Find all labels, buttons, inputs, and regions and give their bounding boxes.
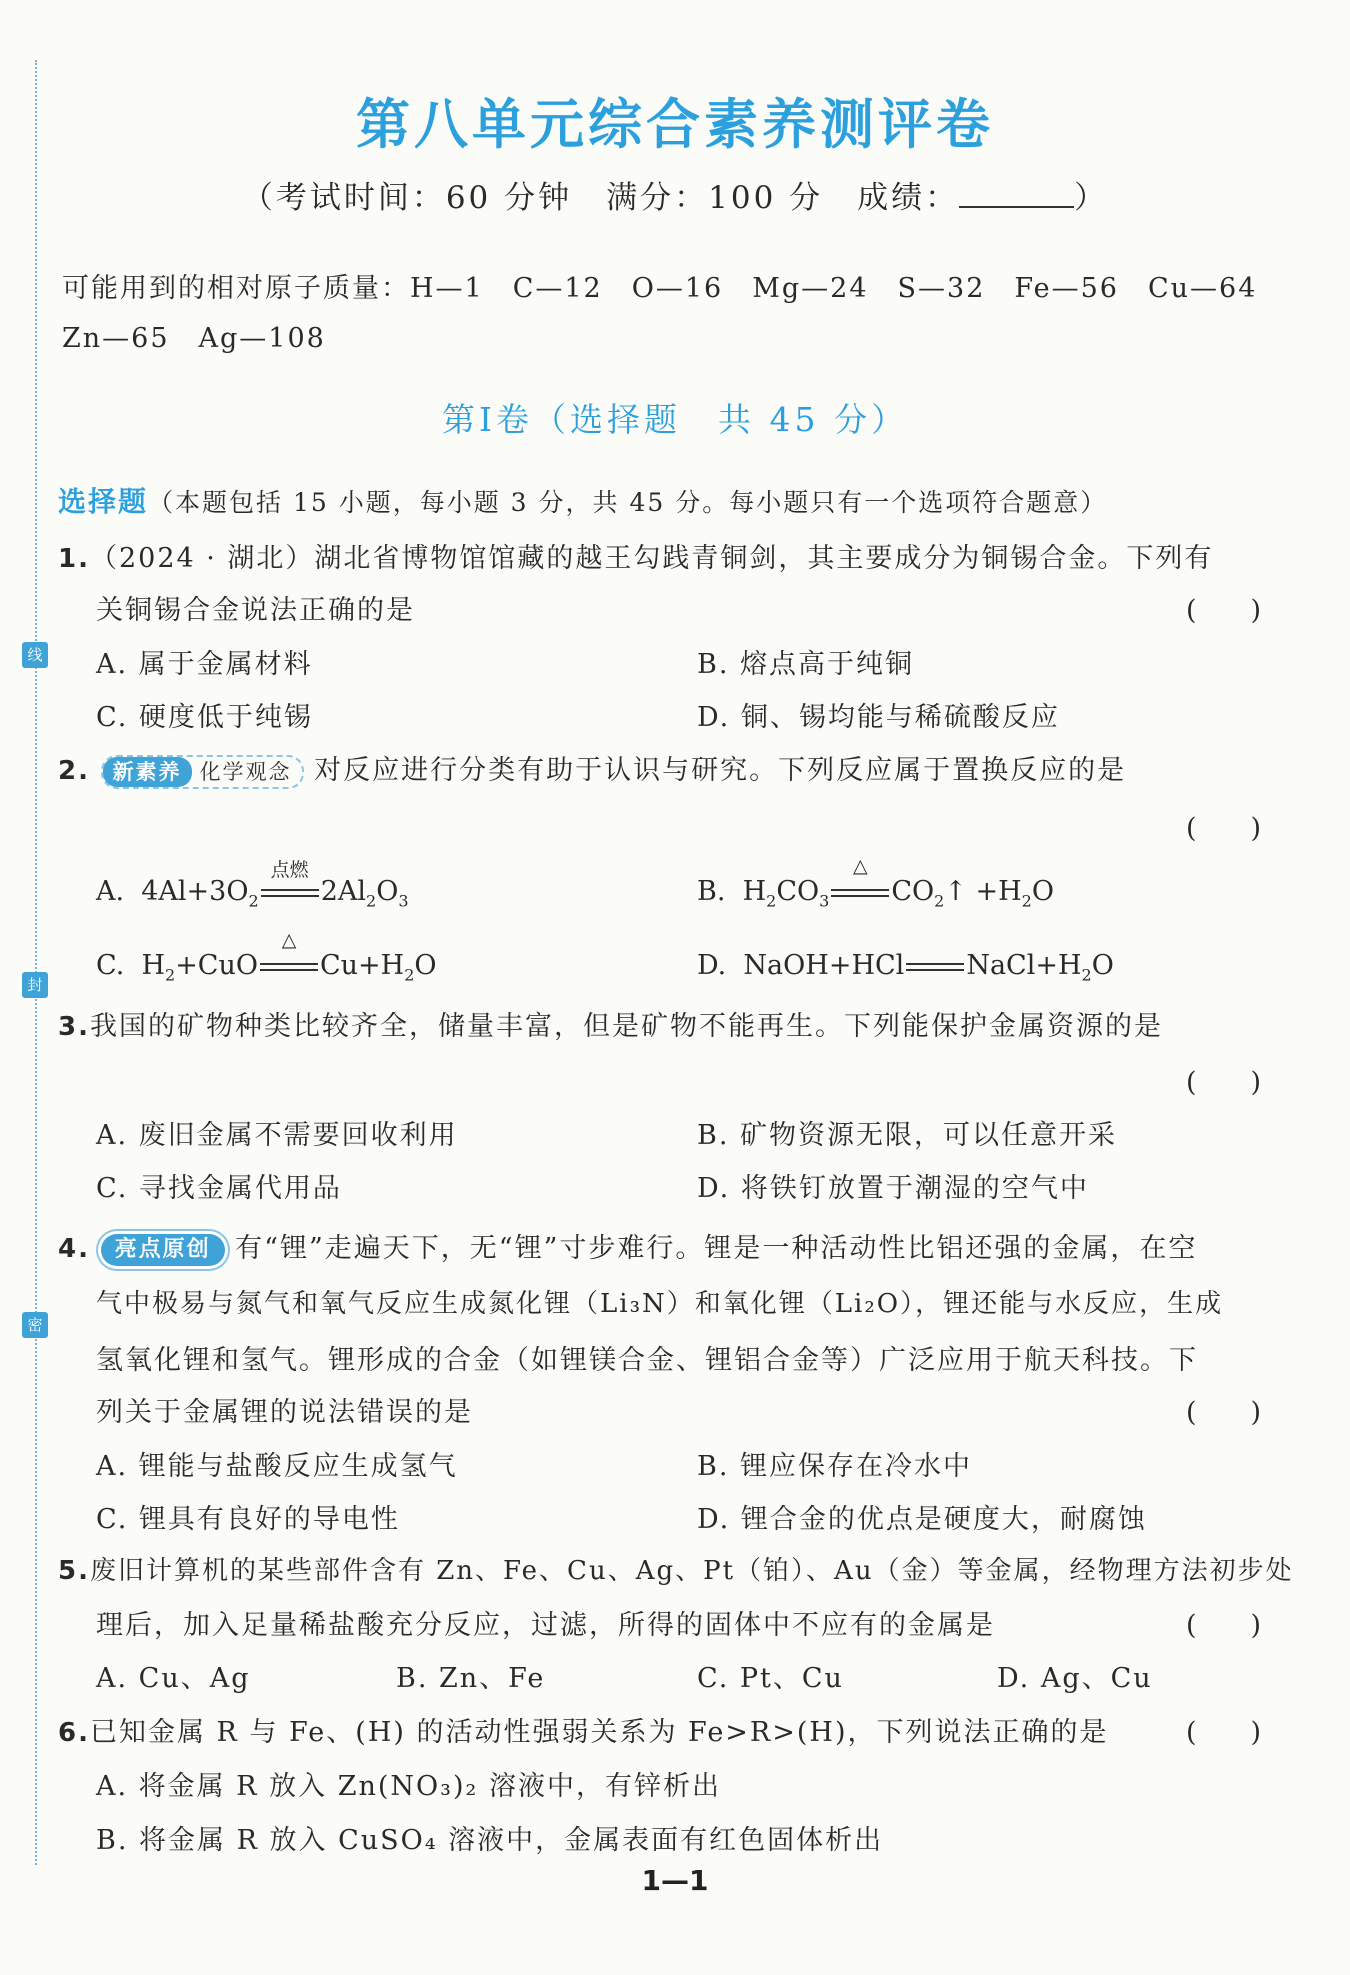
question-2-option-d: D. NaOH+HCl $NaCl+H_2O$ xyxy=(697,950,1114,985)
question-2-line-1 xyxy=(58,748,1126,789)
question-3-number: 3. xyxy=(58,1012,90,1042)
reaction-arrow-heat xyxy=(831,854,889,905)
question-3-option-c: C. 寻找金属代用品 xyxy=(96,1173,342,1204)
question-4-line-1 xyxy=(58,1226,1197,1266)
question-1-option-c: C. 硬度低于纯锡 xyxy=(96,702,313,733)
exam-info-close: ） xyxy=(1074,180,1109,216)
chem-concept-label: 化学观念 xyxy=(199,759,292,784)
section-label: 选择题 xyxy=(58,485,149,518)
question-5-option-b: B. Zn、Fe xyxy=(396,1663,546,1694)
question-2-option-b: B. $H_2CO_3$ △ $CO_2↑ +H_2O$ xyxy=(697,854,1054,911)
question-3-option-d: D. 将铁钉放置于潮湿的空气中 xyxy=(697,1173,1089,1204)
question-5-text-1: 废旧计算机的某些部件含有 Zn、Fe、Cu、Ag、Pt（铂）、Au（金）等金属，经物理方法初步处 xyxy=(89,1556,1294,1586)
new-literacy-tag xyxy=(101,755,304,789)
question-5-number: 5. xyxy=(58,1556,90,1586)
question-4-option-b: B. 锂应保存在冷水中 xyxy=(697,1451,973,1482)
original-highlight-tag: 亮点原创 xyxy=(101,1234,225,1266)
question-2-answer-bracket[interactable]: ( ) xyxy=(1186,813,1262,844)
question-2-number: 2. xyxy=(58,756,90,786)
question-6-number: 6. xyxy=(58,1718,90,1748)
question-5-line-1 xyxy=(58,1550,1294,1587)
new-literacy-pill: 新素养 xyxy=(103,757,192,787)
reaction-arrow-heat-2 xyxy=(260,928,318,979)
section-instruction-text: （本题包括 15 小题，每小题 3 分，共 45 分。每小题只有一个选项符合题意） xyxy=(148,488,1108,517)
question-4-option-a: A. 锂能与盐酸反应生成氢气 xyxy=(96,1451,458,1482)
question-1-option-a: A. 属于金属材料 xyxy=(96,649,313,680)
question-6-option-a: A. 将金属 R 放入 Zn(NO₃)₂ 溶液中，有锌析出 xyxy=(96,1771,721,1802)
question-5-answer-bracket[interactable]: ( ) xyxy=(1186,1610,1262,1641)
condition-heat-2: △ xyxy=(281,928,297,951)
question-3-option-a: A. 废旧金属不需要回收利用 xyxy=(96,1120,458,1151)
section-instruction xyxy=(58,480,1107,520)
question-1-text-1: （2024 · 湖北）湖北省博物馆馆藏的越王勾践青铜剑，其主要成分为铜锡合金。下列有 xyxy=(89,543,1214,574)
question-1-option-d: D. 铜、锡均能与稀硫酸反应 xyxy=(697,702,1060,733)
question-5-option-a: A. Cu、Ag xyxy=(96,1663,251,1694)
question-4-text-2: 气中极易与氮气和氧气反应生成氮化锂（Li₃N）和氧化锂（Li₂O），锂还能与水反应，生成 xyxy=(96,1289,1224,1319)
question-1-line-1 xyxy=(58,536,1213,575)
question-1-answer-bracket[interactable]: ( ) xyxy=(1186,595,1262,626)
question-6-answer-bracket[interactable]: ( ) xyxy=(1186,1717,1262,1748)
question-4-option-d: D. 锂合金的优点是硬度大，耐腐蚀 xyxy=(697,1504,1147,1535)
question-6-text: 已知金属 R 与 Fe、(H) 的活动性强弱关系为 Fe>R>(H)，下列说法正确的是 xyxy=(89,1717,1109,1748)
page-number: 1—1 xyxy=(641,1864,709,1897)
question-4-text-1: 有“锂”走遍天下，无“锂”寸步难行。锂是一种活动性比铝还强的金属，在空 xyxy=(235,1233,1198,1264)
question-5-option-c: C. Pt、Cu xyxy=(697,1663,844,1694)
binding-mark-feng: 封 xyxy=(22,972,48,998)
question-3-line-1 xyxy=(58,1004,1163,1043)
question-4-text-3: 氢氧化锂和氢气。锂形成的合金（如锂镁合金、锂铝合金等）广泛应用于航天科技。下 xyxy=(96,1345,1198,1376)
question-1-text-2: 关铜锡合金说法正确的是 xyxy=(96,595,415,626)
question-4-answer-bracket[interactable]: ( ) xyxy=(1186,1397,1262,1428)
question-2-option-a: A. $4Al+3O_2$ 点燃 $2Al_2O_3$ xyxy=(96,876,409,910)
section-heading: 第Ⅰ卷（选择题 共 45 分） xyxy=(441,400,908,439)
question-6-line-1 xyxy=(58,1710,1108,1749)
atomic-mass-line-1: 可能用到的相对原子质量：H—1 C—12 O—16 Mg—24 S—32 Fe—56 Cu—64 xyxy=(62,273,1258,304)
question-3-answer-bracket[interactable]: ( ) xyxy=(1186,1067,1262,1098)
atomic-mass-line-2: Zn—65 Ag—108 xyxy=(62,323,326,354)
question-3-option-b: B. 矿物资源无限，可以任意开采 xyxy=(697,1120,1118,1151)
question-6-option-b: B. 将金属 R 放入 CuSO₄ 溶液中，金属表面有红色固体析出 xyxy=(96,1825,884,1856)
question-5-text-2: 理后，加入足量稀盐酸充分反应，过滤，所得的固体中不应有的金属是 xyxy=(96,1610,995,1641)
condition-ignite: 点燃 xyxy=(270,858,309,881)
page-title: 第八单元综合素养测评卷 xyxy=(356,93,994,156)
question-4-text-4: 列关于金属锂的说法错误的是 xyxy=(96,1397,473,1428)
reaction-arrow-plain xyxy=(906,955,964,979)
exam-info xyxy=(0,172,1350,217)
question-1-option-b: B. 熔点高于纯铜 xyxy=(697,649,915,680)
exam-info-text: （考试时间：60 分钟 满分：100 分 成绩： xyxy=(241,180,960,216)
question-2-text: 对反应进行分类有助于认识与研究。下列反应属于置换反应的是 xyxy=(314,755,1127,786)
reaction-arrow-ignite xyxy=(261,858,319,905)
binding-dotted-line xyxy=(35,60,37,1865)
question-4-number: 4. xyxy=(58,1234,90,1264)
binding-mark-xian: 线 xyxy=(22,642,48,668)
question-5-option-d: D. Ag、Cu xyxy=(997,1663,1153,1694)
condition-heat: △ xyxy=(853,854,868,877)
question-3-text: 我国的矿物种类比较齐全，储量丰富，但是矿物不能再生。下列能保护金属资源的是 xyxy=(89,1011,1163,1042)
question-1-number: 1. xyxy=(58,544,90,574)
question-4-option-c: C. 锂具有良好的导电性 xyxy=(96,1504,400,1535)
score-blank[interactable] xyxy=(959,182,1074,208)
question-2-option-c: C. $H_2+CuO$ △ $Cu+H_2O$ xyxy=(96,928,437,985)
binding-mark-mi: 密 xyxy=(22,1312,48,1338)
